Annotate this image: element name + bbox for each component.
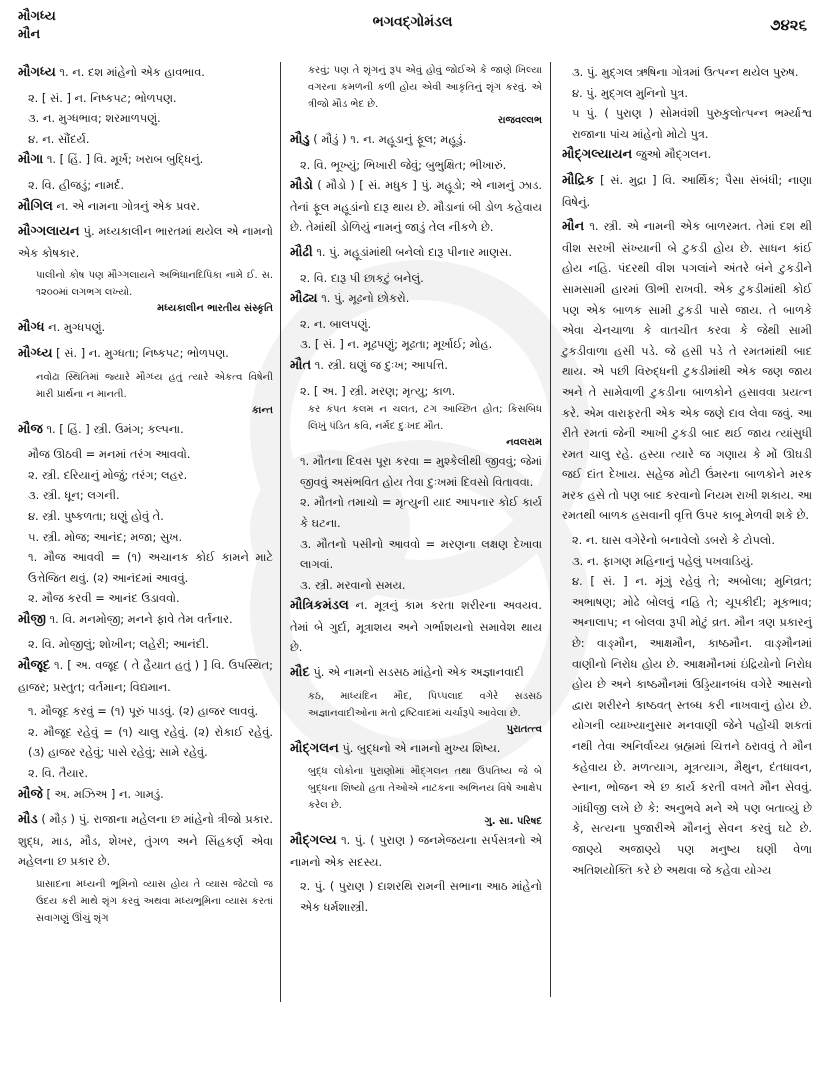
citation-source: ગુ. સા. પરિષદ: [484, 816, 542, 828]
dictionary-entry: [18, 317, 273, 339]
guide-word-first: મૌગધ્ય: [18, 9, 56, 24]
entry-headword: મૌત્રિકમંડલ: [290, 598, 349, 614]
column-divider: [280, 62, 281, 1002]
entry-headword: મૌદ્ગલ્ય: [290, 833, 337, 849]
entry-definition: ૧. [ હિં. ] વિ. મૂર્ખ; ખરાબ બુદ્ધિનું.: [43, 152, 204, 167]
entry-definition: પું. એ નામનો સડસઠ માંહેનો એક અજ્ઞાનવાદી: [309, 665, 524, 680]
entry-headword: મૌજૂદ: [18, 658, 51, 674]
dictionary-entry: [290, 662, 542, 684]
idiom-line: ૧. મૌતના દિવસ પૂરા કરવા = મુશ્કેલીથી જીવવું; જેમાં જીવવું અસંભવિત હોય તેવા દુઃખમાં દિવસો વિતાવવા.: [300, 454, 542, 489]
entry-headword: મૌન: [562, 219, 585, 235]
dictionary-entry: [18, 784, 273, 806]
entry-sense: ૨. વિ. હીજડું; નામર્દ.: [28, 177, 124, 192]
citation-quote: કર કંપત કલમ ન ચલત, ટગ આચ્છિત હોત; કિસબિધ લિખું પંડિત કવિ, નર્મદ દુઃખદ મૌત.: [308, 404, 542, 433]
entry-sense: ૨. વિ. ભૂખ્યું; ભિખારી જેવું; બુભુક્ષિત; ભીખારું.: [300, 157, 507, 172]
dictionary-entry: [18, 196, 273, 218]
dictionary-entry: [18, 149, 273, 171]
entry-headword: મૌજે: [18, 786, 43, 802]
dictionary-entry: [290, 129, 542, 151]
entry-definition: ૧. પું. મૂઢનો છોકરો.: [317, 291, 410, 306]
entry-sense: ૩. સ્ત્રી. મરવાનો સમય.: [300, 577, 406, 592]
entry-definition: પું. મધ્યકાલીન ભારતમાં થયેલ એ નામનો એક કોષકાર.: [18, 224, 273, 260]
citation-quote: કરવું; પણ તે શૃંગનું રૂપ એવું હોવું જોઈએ કે જાણે ખિલ્યા વગરના કમળની કળી હોય એવી આકૃતિનું શૃંગ કરવું. એ ત્રીજો મૌડ ભેદ છે.: [308, 65, 542, 110]
entry-sense: ૨. વિ. મોજીલું; શોખીન; લહેરી; આનંદી.: [28, 637, 210, 652]
dictionary-entry: [18, 221, 273, 263]
dictionary-entry: [18, 62, 273, 84]
entry-headword: મૌત: [290, 357, 312, 373]
entry-sense: ૩. પું. મુદ્ગલ ઋષિના ગોત્રમાં ઉત્પન્ન થયેલ પુરુષ.: [572, 65, 799, 79]
idiom-line: ૩. મૌતનો પસીનો આવવો = મરણના લક્ષણ દેખાવા લાગવાં.: [300, 536, 542, 572]
entry-sense: ૨. વિ. દારૂ પી છાકટું બનેલું.: [300, 270, 424, 285]
citation-source: મધ્યકાલીન ભારતીય સંસ્કૃતિ: [157, 303, 273, 315]
entry-definition: ૧. ન. દશ માંહેનો એક હાવભાવ.: [55, 65, 205, 79]
idiom-line: ૨. મૌજૂદ રહેવું = (૧) ચાલુ રહેવું. (૨) રોકાઈ રહેવું. (૩) હાજર રહેવું; પાસે રહેવું; સામે રહેવું.: [28, 724, 273, 760]
page-header: [0, 0, 825, 60]
entry-headword: મૌગ્ધ: [18, 320, 45, 336]
idiom-line: મૌજ ઊઠવી = મનમાં તરંગ આવવો.: [28, 447, 191, 462]
column-1: [18, 62, 273, 927]
dictionary-entry: [290, 595, 542, 658]
entry-headword: મૌજી: [18, 611, 46, 627]
entry-definition: ન. મુગ્ધપણું.: [44, 320, 106, 335]
idiom-line: ૧. મૌજૂદ કરવું = (૧) પૂરું પાડવું. (૨) હાજર લાવવું.: [28, 704, 259, 719]
entry-sense: ૨. વિ. તૈયાર.: [28, 766, 89, 781]
entry-definition: પું. બુદ્ધનો એ નામનો મુખ્ય શિષ્ય.: [338, 740, 501, 755]
entry-headword: મૌઢ્ય: [290, 291, 318, 307]
entry-definition: ૧. પું. મહૂડાંમાંથી બનેલો દારૂ પીનાર માણસ.: [312, 244, 513, 259]
entry-sense: ૨. [ અ. ] સ્ત્રી. મરણ; મૃત્યુ; કાળ.: [300, 383, 456, 398]
entry-sense: ૨. પું. ( પુરાણ ) દાશરથિ રામની સભાના આઠ માંહેનો એક ધર્મશાસ્ત્રી.: [300, 879, 542, 915]
entry-headword: મૌજ: [18, 421, 43, 437]
entry-definition: ૧. સ્ત્રી. એ નામની એક બાળરમત. તેમાં દશ થી વીશ સરખી સંખ્યાની બે ટુકડી હોય છે. સાધન કાંઈ હોય નહિ. પંદરથી વીશ પગલાંને અંતરે બંને ટુકડીને સામસામી હારમાં ઊભી રાખવી. એક ટુકડીમાંથી કોઈ પણ એક બાળક સામી ટુકડી પાસે જાય. તે બાળકે એવા ચેનચાળા કે વાતચીત કરવા કે જેથી સામી ટુકડીવાળા હસી પડે. જે હસી પડે તે રમતમાંથી બાદ થાય. એ પછી વિરુદ્ધની ટુકડીમાંથી એક જણ જાય અને તે સામેવાળી ટુકડીના બાળકોને હસાવવા પ્રયત્ન કરે. એમ વારાફરતી એક એક જણે દાવ લેવા જવું. આ રીતે રમતાં જેની આખી ટુકડી બાદ થઈ જાય ત્યાંસુધી રમત ચાલુ રહે. હસ્યા ત્યારે જ ગણાય કે મોં ઊઘડી જઈ દાંત દેખાય. સહેજ મોટી ઉંમરના બાળકોને મરક મરક હસે તો પણ બાદ કરવાનો નિયમ રાખી શકાય. આ રમતથી બાળક હસવાની વૃત્તિ ઉપર કાબૂ મેળવી શકે છે.: [562, 219, 812, 523]
column-divider: [550, 62, 551, 997]
entry-definition: [ અ. મઝિઅ ] ન. ગામડું.: [42, 786, 164, 801]
dictionary-entry: [290, 830, 542, 872]
entry-definition: ૧. વિ. મનમોજી; મનને ફાવે તેમ વર્તનાર.: [45, 611, 233, 626]
dictionary-entry: [18, 343, 273, 365]
entry-sense: ૫. સ્ત્રી. મોજ; આનંદ; મજા; સુખ.: [28, 529, 183, 544]
citation-quote: નવોઢા સ્થિતિમાં જ્યારે મૌગ્ધ્ય હતું ત્યારે એકત્વ વિષેની મારી પ્રાર્થના ન માનતી.: [36, 371, 273, 400]
citation-quote: બુદ્ધ લોકોના પુરાણોમાં મૌદ્ગલન તથા ઉપતિષ્ય જે બે બુદ્ધના શિષ્યો હતા તેઓએ નાટકના અભિનય વિષે આક્ષેપ કરેલ છે.: [308, 766, 542, 812]
entry-definition: ન. મૂત્રનું કામ કરતા શરીરના અવયવ. તેમાં બે ગુર્દા, મૂત્રાશય અને ગર્ભાશયનો સમાવેશ થાય છે.: [290, 598, 542, 655]
idiom-line: ૨. મૌજ કરવી = આનંદ ઉડાવવો.: [28, 591, 180, 606]
entry-headword: મૌઢી: [290, 244, 313, 260]
dictionary-entry: [18, 809, 273, 872]
entry-headword: મૌગધ્ય: [18, 65, 56, 80]
entry-definition: [ સં. મુદ્રા ] વિ. આર્થિક; પૈસા સંબંધી; નાણા વિષેનું.: [562, 172, 812, 209]
entry-sense: ૨. [ સં. ] ન. નિષ્કપટ; ભોળપણ.: [28, 90, 177, 105]
dictionary-entry: [290, 242, 542, 264]
entry-definition: જુઓ મૌદ્ગલન.: [632, 147, 712, 162]
entry-headword: મૌડુ: [290, 132, 310, 147]
entry-headword: મૌદ: [290, 665, 310, 681]
citation-source: રાજવલ્લભ: [497, 115, 542, 126]
entry-definition: ( મૌડું ) ૧. ન. મહૂડાનું ફૂલ; મહૂડું.: [309, 132, 467, 146]
entry-sense: ૪. [ સં. ] ન. મૂંગું રહેવું તે; અબોલા; મુનિવ્રત; અભાષણ; મોઢે બોલવું નહિ તે; ચૂપકીદી; મૂકભાવ; અનાલાપ; ન બોલવા રૂપી મોટું વ્રત. મૌન ત્રણ પ્રકારનું છે: વાઙ્મૌન, આક્ષમૌન, કાષ્ઠમૌન. વાઙ્મૌનમાં વાણીનો નિરોધ હોય છે. આક્ષમૌનમાં ઇંદ્રિયોનો નિરોધ હોય છે અને કાષ્ઠમૌનમાં ઉડ્ડિયાનબંધ વગેરે આસનો દ્વારા શરીરને કાષ્ઠવત્ સ્તબ્ધ કરી નાખવાનું હોય છે. યોગની વ્યાખ્યાનુસાર મનવાણી જેને પહોંચી શકતાં નથી તેવા અનિર્વાચ્ય બ્રહ્મમાં ચિત્તને ઠરાવવું તે મૌન કહેવાય છે. મળત્યાગ, મૂત્રત્યાગ, મૈથુન, દંતધાવન, સ્નાન, ભોજન એ છ કાર્ય કરતી વખતે મૌન સેવવું. ગાંધીજી લખે છે કે: અનુભવે મને એ પણ બતાવ્યું છે કે, સત્યના પુજારીએ મૌનનું સેવન કરવું ઘટે છે. જાણ્યે અજાણ્યે પણ મનુષ્ય ઘણી વેળા અતિશયોક્તિ કરે છે અથવા જે કહેવા યોગ્ય: [572, 574, 812, 877]
entry-definition: ૧. [ અ. વજૂદ ( તે હૈયાત હતું ) ] વિ. ઉપસ્થિત; હાજર; પ્રસ્તુત; વર્તમાન; વિદ્યમાન.: [18, 658, 273, 694]
dictionary-entry: [18, 655, 273, 697]
entry-sense: ૩. ન. ફાગણ મહિનાનું પહેલું પખવાડિયું.: [572, 553, 754, 568]
entry-sense: ૨. ન. બાલપણું.: [300, 316, 372, 331]
column-2: [290, 62, 542, 918]
entry-sense: ૪. પું. મુદ્ગલ મુનિનો પુત્ર.: [572, 85, 688, 100]
entry-definition: [ સં. ] ન. મુગ્ધતા; નિષ્કપટ; ભોળપણ.: [52, 345, 229, 360]
entry-sense: ૪. સ્ત્રી. પુષ્કળતા; ઘણું હોવું તે.: [28, 508, 164, 523]
page-number: ૭૪૨૬: [770, 16, 807, 34]
dictionary-entry: [290, 738, 542, 760]
dictionary-entry: [562, 144, 812, 166]
dictionary-entry: [562, 216, 812, 526]
citation-source: પુરાતત્ત્વ: [506, 723, 542, 735]
entry-headword: મૌગિલ: [18, 198, 53, 214]
entry-definition: ૧. સ્ત્રી. ઘણું જ દુઃખ; આપત્તિ.: [311, 357, 448, 372]
running-title: ભગવદ્ગોમંડલ: [372, 14, 453, 30]
citation-quote: પાલીનો કોષ પણ મૌગ્ગલાયને અભિધાનદિપિકા નામે ઈ. સ. ૧૨૦૦માં લગભગ લખ્યો.: [36, 270, 273, 299]
entry-definition: ૧. પું. ( પુરાણ ) જનમેજયના સર્પસત્રનો એ નામનો એક સદસ્ય.: [290, 833, 542, 869]
entry-headword: મૌદ્ગલ્યાયન: [562, 147, 633, 163]
entry-sense: ૩. સ્ત્રી. ધૂન; લગની.: [28, 488, 120, 503]
entry-definition: ( મૌડો ) [ સં. મધુક ] પું. મહૂડો; એ નામનું ઝાડ. તેનાં ફૂલ મહૂડાંનો દારૂ થાય છે. મૌડાનાં બી ડોળ કહેવાય છે. તેમાંથી ડોળિયું નામનું જાડું તેલ નીકળે છે.: [290, 178, 542, 235]
entry-definition: ૧. [ હિં. ] સ્ત્રી. ઉમંગ; કલ્પના.: [42, 421, 184, 436]
dictionary-entry: [18, 419, 273, 441]
citation-quote: કઠ, માધ્યંદિન મૌદ, પિપ્પલાદ વગેરે સડસઠ અજ્ઞાનવાદીઓના મતો દ્રષ્ટિવાદમાં ચર્ચારૂપે આવેલા છે.: [308, 690, 542, 719]
entry-headword: મૌદ્ગલન: [290, 740, 339, 756]
entry-headword: મૌડ: [18, 812, 38, 828]
idiom-line: ૨. મૌતનો તમાચો = મૃત્યુની યાદ આપનાર કોઈ કાર્ય કે ઘટના.: [300, 495, 542, 530]
entry-sense: ૩. ન. મુગ્ધભાવ; શરમાળપણું.: [28, 111, 161, 126]
citation-source: નવલરામ: [506, 437, 542, 449]
dictionary-entry: [290, 175, 542, 238]
entry-headword: મૌડો: [290, 178, 313, 194]
entry-headword: મૌગ્ગલાયન: [18, 224, 80, 240]
citation-source: કાન્ત: [251, 404, 273, 416]
guide-word-last: મૌન: [18, 27, 41, 42]
entry-sense: ૨. સ્ત્રી. દરિયાનું મોજું; તરંગ; લહર.: [28, 467, 188, 482]
entry-headword: મૌગ્ધ્ય: [18, 345, 53, 361]
entry-sense: ૩. [ સં. ] ન. મૂઢપણું; મૂઢતા; મૂર્ખાઈ; મોહ.: [300, 337, 493, 352]
column-3: [562, 62, 812, 880]
idiom-line: ૧. મૌજ આવવી = (૧) અચાનક કોઈ કામને માટે ઉત્તેજિત થવું. (૨) આનંદમાં આવવું.: [28, 550, 273, 585]
entry-sense: ૪. ન. સૌંદર્ય.: [28, 131, 90, 146]
entry-definition: ન. એ નામના ગોત્રનું એક પ્રવર.: [52, 198, 200, 213]
dictionary-entry: [562, 170, 812, 212]
entry-headword: મૌદ્રિક: [562, 172, 595, 188]
entry-sense: ૨. ન. ઘાસ વગેરેનો બનાવેલો ડબરો કે ટોપલો.: [572, 533, 775, 548]
citation-quote: પ્રાસાદના મધ્યની ભૂમિનો વ્યાસ હોય તે વ્યાસ જેટલો જ ઉદય કરી માથે શૃંગ કરવું અથવા મધ્યભૂમિના વ્યાસ કરતાં સવાગણું ઊંચું શૃંગ: [36, 879, 273, 924]
dictionary-entry: [290, 355, 542, 377]
dictionary-entry: [290, 288, 542, 310]
entry-sense: ૫ પું. ( પુરાણ ) સોમવંશી પુરુકુલોત્પન્ન ભર્મ્યાશ્વ રાજાના પાંચ માંહેનો મોટો પુત્ર.: [572, 106, 812, 141]
entry-definition: ( મૌડ઼ ) પું. રાજાના મહેલના છ માંહેનો ત્રીજો પ્રકાર. શુદ્ધ, માડ, મૌડ, શેખર, તુંગળ અને સિંહકર્ણ એવા મહેલના છ પ્રકાર છે.: [18, 812, 273, 869]
entry-headword: મૌગા: [18, 152, 44, 168]
dictionary-entry: [18, 609, 273, 631]
